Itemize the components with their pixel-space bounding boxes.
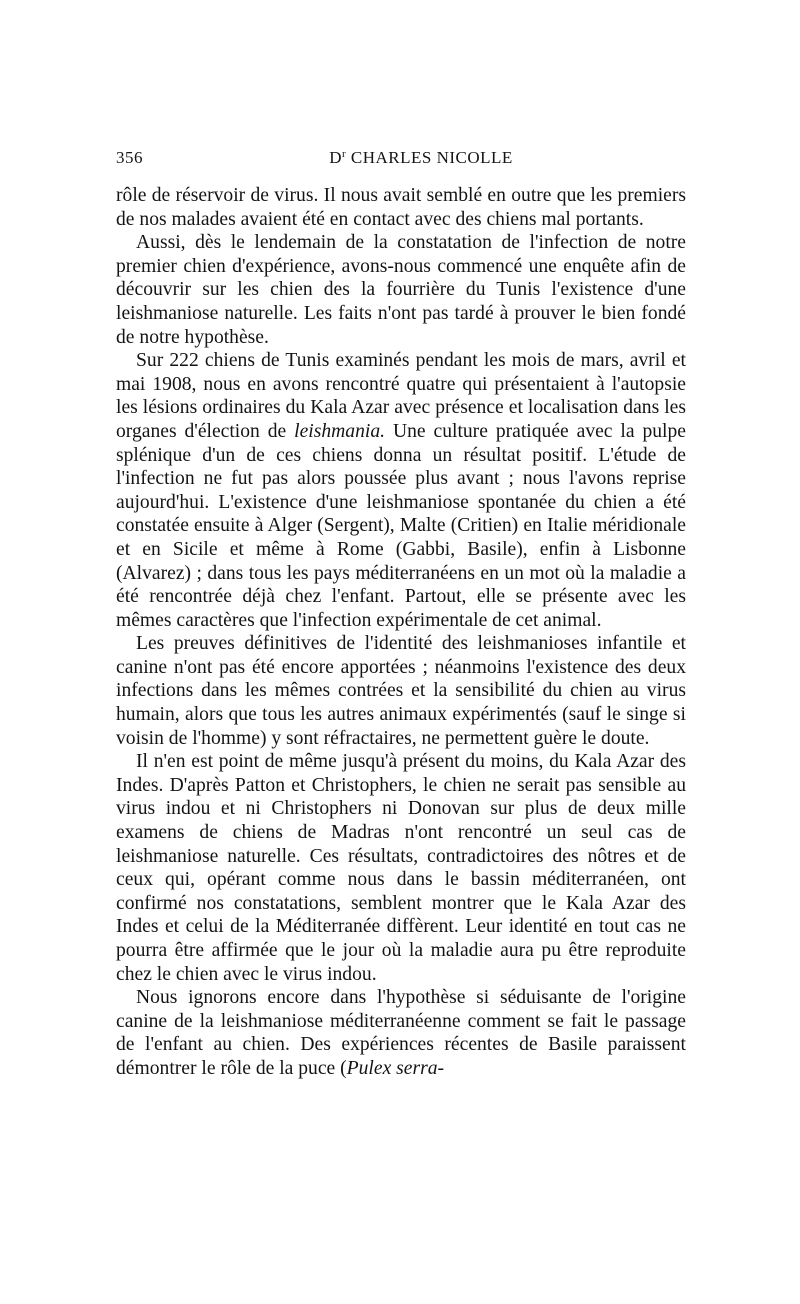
paragraph-6-text-before: Nous ignorons encore dans l'hypothèse si séduisante de l'origine canine de la leishmaniose méditerranéenne comment se fait le passage de l'enfant au chien. Des expériences récentes de Basile paraissent démontrer le rôle de la puce ( xyxy=(116,987,686,1079)
paragraph-1: rôle de réservoir de virus. Il nous avait semblé en outre que les premiers de nos malades avaient été en contact avec des chiens mal portants. xyxy=(116,185,686,230)
book-page xyxy=(116,148,686,1081)
paragraph-5: Il n'en est point de même jusqu'à présent du moins, du Kala Azar des Indes. D'après Patton et Christophers, le chien ne serait pas sensible au virus indou et ni Christophers ni Donovan sur plus de deux mille examens de chiens de Madras n'ont rencontré un seul cas de leishmaniose naturelle. Ces résultats, contradictoires des nôtres et de ceux qui, opérant comme nous dans le bassin méditerranéen, ont confirmé nos constatations, semblent montrer que le Kala Azar des Indes et celui de la Méditerranée diffèrent. Leur identité en tout cas ne pourra être affirmée que le jour où la maladie aura pu être reproduite chez le chien avec le virus indou. xyxy=(116,751,686,985)
paragraph-3-italic: leishmania. xyxy=(294,420,386,442)
running-head xyxy=(116,148,686,170)
paragraph-4: Les preuves définitives de l'identité des leishmanioses infantile et canine n'ont pas été encore apportées ; néanmoins l'existence des deux infections dans les mêmes contrées et la sensibilité du chien au virus humain, alors que tous les autres animaux expérimentés (sauf le singe si voisin de l'homme) y sont réfractaires, ne permettent guère le doute. xyxy=(116,633,686,749)
paragraph-2: Aussi, dès le lendemain de la constatation de l'infection de notre premier chien d'expérience, avons-nous commencé une enquête afin de découvrir sur les chien des la fourrière du Tunis l'existence d'une leishmaniose naturelle. Les faits n'ont pas tardé à prouver le bien fondé de notre hypothèse. xyxy=(116,232,686,348)
author-name: CHARLES NICOLLE xyxy=(350,148,513,167)
paragraph-6 xyxy=(116,986,686,1080)
paragraph-3 xyxy=(116,349,686,632)
page-number: 356 xyxy=(116,148,143,167)
author-prefix-superscript: r xyxy=(341,148,347,160)
body-text xyxy=(116,184,686,1081)
author-prefix: D xyxy=(329,148,342,167)
paragraph-3-text-after: Une culture pratiquée avec la pulpe splénique d'un de ces chiens donna un résultat positif. L'étude de l'infection ne fut pas alors poussée plus avant ; nous l'avons reprise aujourd'hui. L'existence d'une leishmaniose spontanée du chien a été constatée ensuite à Alger (Sergent), Malte (Critien) en Italie méridionale et en Sicile et même à Rome (Gabbi, Basile), enfin à Lisbonne (Alvarez) ; dans tous les pays méditerranéens en un mot où la maladie a été rencontrée déjà chez l'enfant. Partout, elle se présente avec les mêmes caractères que l'infection expérimentale de cet animal. xyxy=(116,420,686,631)
paragraph-3-text-before: Sur 222 chiens de Tunis examinés pendant les mois de mars, avril et mai 1908, nous en avons rencontré quatre qui présentaient à l'autopsie les lésions ordinaires du Kala Azar avec présence et localisation dans les organes d'élection de xyxy=(116,350,686,442)
running-title xyxy=(116,148,686,168)
paragraph-6-italic: Pulex serra- xyxy=(346,1057,445,1079)
